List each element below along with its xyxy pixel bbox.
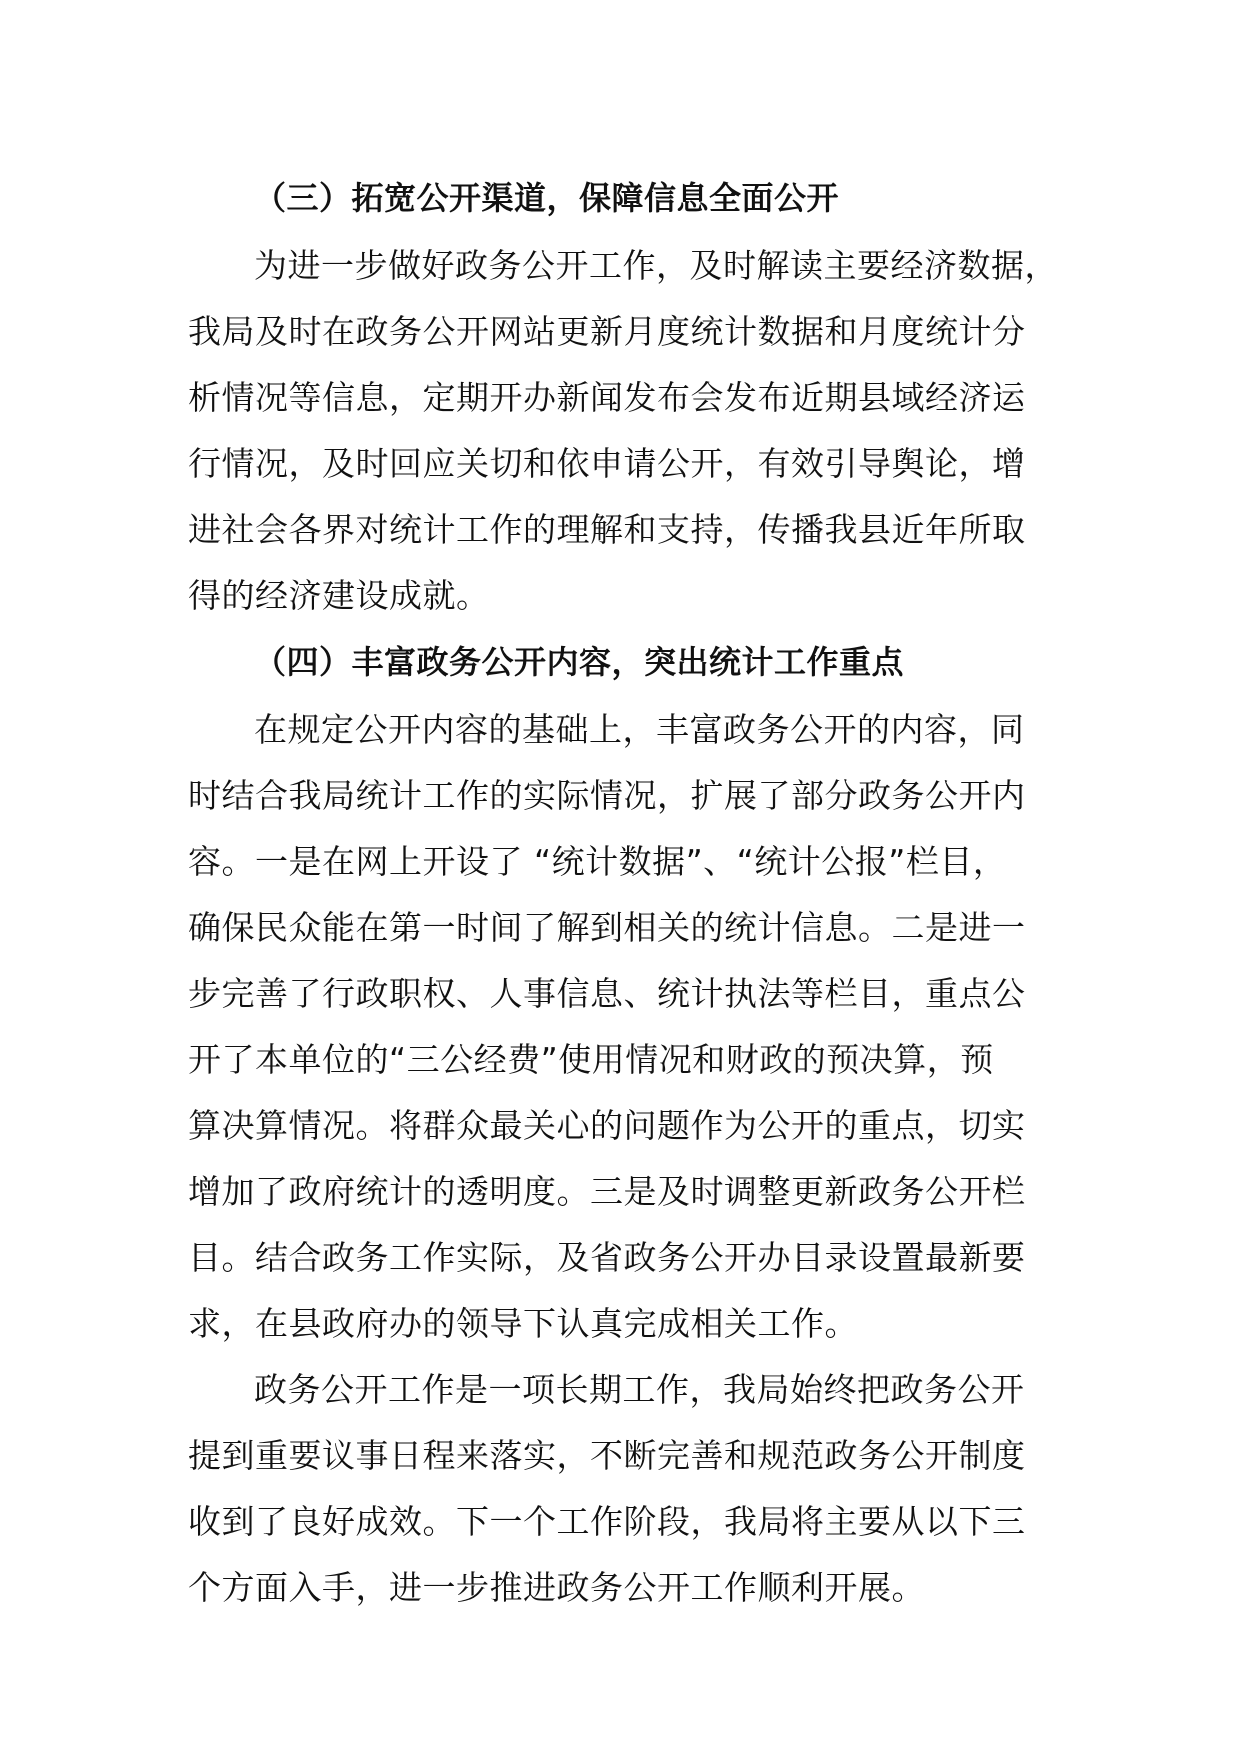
paragraph-line: 增加了政府统计的透明度。三是及时调整更新政务公开栏 — [188, 1172, 1026, 1211]
section-heading-4: （四）丰富政务公开内容，突出统计工作重点 — [254, 643, 905, 681]
paragraph-line: 提到重要议事日程来落实，不断完善和规范政务公开制度 — [188, 1436, 1026, 1475]
paragraph-line: 析情况等信息，定期开办新闻发布会发布近期县域经济运 — [188, 378, 1026, 417]
paragraph-line: 我局及时在政务公开网站更新月度统计数据和月度统计分 — [188, 312, 1026, 351]
paragraph-line: 政务公开工作是一项长期工作，我局始终把政务公开 — [254, 1370, 1025, 1409]
paragraph-line: 步完善了行政职权、人事信息、统计执法等栏目，重点公 — [188, 974, 1026, 1013]
paragraph-line: 求，在县政府办的领导下认真完成相关工作。 — [188, 1304, 858, 1343]
paragraph-line: 确保民众能在第一时间了解到相关的统计信息。二是进一 — [188, 908, 1026, 947]
paragraph-line: 收到了良好成效。下一个工作阶段，我局将主要从以下三 — [188, 1502, 1026, 1541]
paragraph-line: 行情况，及时回应关切和依申请公开，有效引导舆论，增 — [188, 444, 1026, 483]
paragraph-line: 时结合我局统计工作的实际情况，扩展了部分政务公开内 — [188, 776, 1026, 815]
paragraph-line: 在规定公开内容的基础上，丰富政务公开的内容，同 — [254, 710, 1025, 749]
paragraph-line: 进社会各界对统计工作的理解和支持，传播我县近年所取 — [188, 510, 1026, 549]
paragraph-line: 为进一步做好政务公开工作，及时解读主要经济数据， — [254, 246, 1058, 285]
paragraph-line: 开了本单位的“三公经费”使用情况和财政的预决算，预 — [188, 1040, 994, 1079]
section-heading-3: （三）拓宽公开渠道，保障信息全面公开 — [254, 179, 840, 217]
paragraph-line: 容。一是在网上开设了 “统计数据”、“统计公报”栏目， — [188, 842, 1007, 881]
paragraph-line: 个方面入手，进一步推进政务公开工作顺利开展。 — [188, 1568, 925, 1607]
paragraph-line: 算决算情况。将群众最关心的问题作为公开的重点，切实 — [188, 1106, 1026, 1145]
paragraph-line: 目。结合政务工作实际，及省政务公开办目录设置最新要 — [188, 1238, 1026, 1277]
paragraph-line: 得的经济建设成就。 — [188, 576, 490, 615]
